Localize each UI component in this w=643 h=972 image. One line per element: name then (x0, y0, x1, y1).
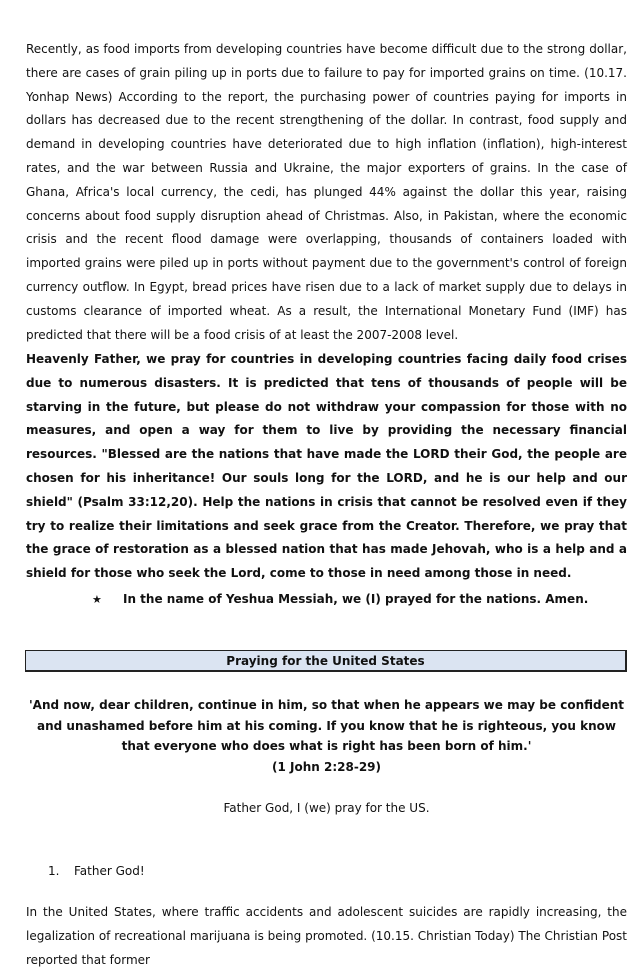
list-label: Father God! (74, 864, 145, 878)
list-number: 1. (48, 864, 60, 878)
news-paragraph-food-imports: Recently, as food imports from developing countries have become difficult due to the strong dollar, there are cases of grain piling up in ports due to failure to pay for imported grains on time. (10.17. Yonhap News) According to the report, the purchasing power of countries paying for imports in dollars has decreased due to the recent strengthening of the dollar. In contrast, food supply and demand in developing countries have deteriorated due to high inflation (inflation), high-interest rates, and the war between Russia and Ukraine, the major exporters of grains. In the case of Ghana, Africa's local currency, the cedi, has plunged 44% against the dollar this year, raising concerns about food supply disruption ahead of Christmas. Also, in Pakistan, where the economic crisis and the recent flood damage were overlapping, thousands of containers loaded with imported grains were piled up in ports without payment due to the government's control of foreign currency outflow. In Egypt, bread prices have risen due to a lack of market supply due to delays in customs clearance of imported wheat. As a result, the International Monetary Fund (IMF) has predicted that there will be a food crisis of at least the 2007-2008 level. (26, 42, 627, 342)
star-icon: ★ (92, 593, 102, 606)
prayer-paragraph-nations: Heavenly Father, we pray for countries in developing countries facing daily food crises due to numerous disasters. It is predicted that tens of thousands of people will be starving in the future, but please do not withdraw your compassion for those with no measures, and open a way for them to live by providing the necessary financial resources. "Blessed are the nations that have made the LORD their God, the people are chosen for his inheritance! Our souls long for the LORD, and he is our help and our shield" (Psalm 33:12,20). Help the nations in crisis that cannot be resolved even if they try to realize their limitations and seek grace from the Creator. Therefore, we pray that the grace of restoration as a blessed nation that has made Jehovah, who is a help and a shield for those who seek the Lord, come to those in need among those in need. (26, 352, 627, 581)
amen-line (92, 589, 588, 610)
section-header-united-states (25, 650, 627, 672)
list-item (48, 861, 145, 881)
prayer-intro-line: Father God, I (we) pray for the US. (223, 801, 430, 815)
news-paragraph-us: In the United States, where traffic accidents and adolescent suicides are rapidly increasing, the legalization of recreational marijuana is being promoted. (10.15. Christian Today) The Christian Post reported that former (26, 905, 627, 967)
section-title: Praying for the United States (226, 653, 425, 668)
amen-text: In the name of Yeshua Messiah, we (I) prayed for the nations. Amen. (123, 592, 589, 606)
scripture-quote: 'And now, dear children, continue in him, so that when he appears we may be confident and unashamed before him at his coming. If you know that he is righteous, you know that everyone who does what is right has been born of him.' (28, 698, 625, 753)
scripture-reference: (1 John 2:28-29) (272, 760, 381, 774)
